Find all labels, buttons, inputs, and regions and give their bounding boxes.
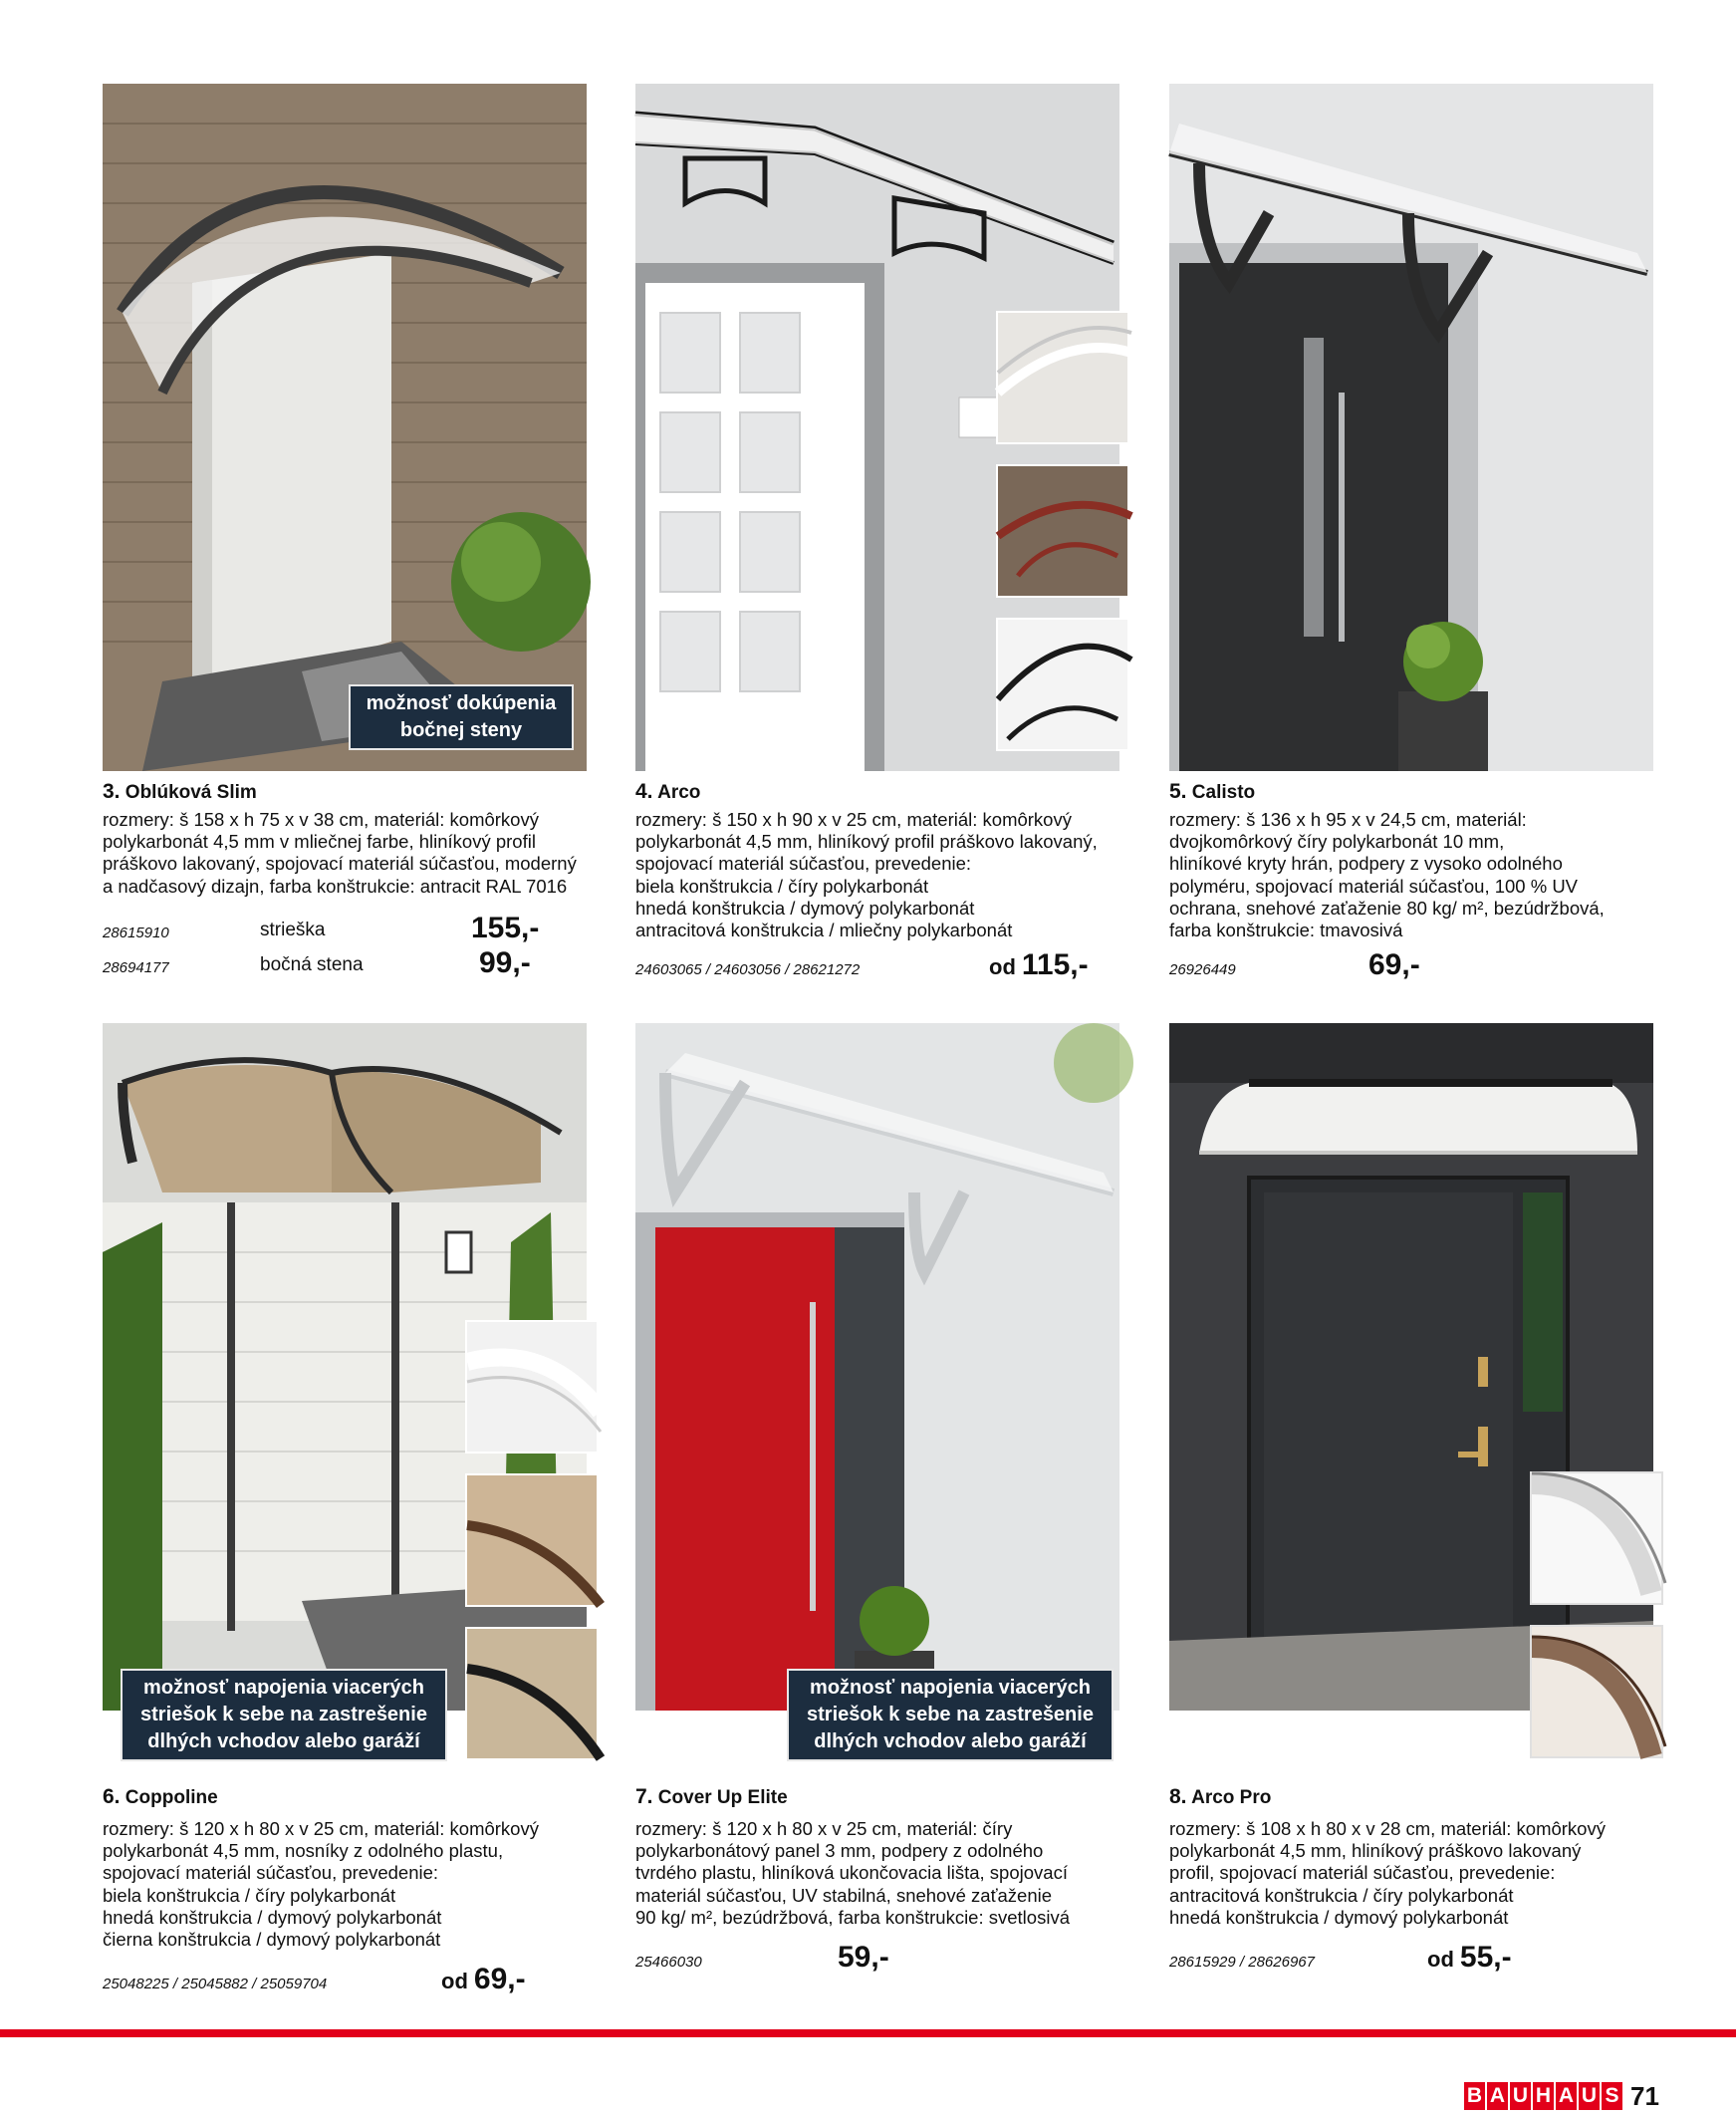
product-5-number: 5.	[1169, 780, 1187, 803]
product-7-row	[635, 1943, 1123, 1973]
product-5-price: 69,-	[1368, 948, 1420, 981]
product-6-price-value: 69,-	[473, 1963, 526, 1995]
product-3-code-1: 28615910	[103, 925, 169, 941]
product-5-code: 26926449	[1169, 961, 1236, 978]
product-4-title	[635, 780, 700, 804]
product-6-badge: možnosť napojenia viacerých striešok k sebe na zastrešenie dlhých vchodov alebo garáží	[121, 1669, 447, 1761]
product-6-price	[441, 1963, 526, 1996]
product-6-photo	[103, 1023, 587, 1752]
product-7-code: 25466030	[635, 1954, 702, 1971]
product-4-inset-brown	[996, 464, 1129, 598]
product-5-photo	[1169, 84, 1653, 771]
logo-letter: U	[1510, 2082, 1531, 2110]
logo-letter: U	[1579, 2082, 1600, 2110]
product-7-badge: možnosť napojenia viacerých striešok k sebe na zastrešenie dlhých vchodov alebo garáží	[787, 1669, 1114, 1761]
product-8-od: od	[1427, 1947, 1454, 1972]
product-3-price-1: 155,-	[471, 912, 540, 944]
product-3-row-2	[103, 948, 591, 978]
logo-letter: S	[1602, 2082, 1622, 2110]
product-4-inset-white	[996, 311, 1129, 444]
product-4-photo	[635, 84, 1119, 771]
product-6-description: rozmery: š 120 x h 80 x v 25 cm, materiál: komôrkový polykarbonát 4,5 mm, nosníky z odolného plastu, spojovací materiál súčasťou, prevedenie: biela konštrukcia / číry polykarbonát hnedá konštrukcia / dymový polykarbonát čierna konštrukcia / dymový polykarbonát	[103, 1818, 539, 1951]
product-4-name: Arco	[657, 782, 701, 803]
product-3-label-2: bočná stena	[260, 954, 364, 975]
product-7-photo	[635, 1023, 1119, 1752]
product-4-row	[635, 950, 1123, 980]
product-5-description: rozmery: š 136 x h 95 x v 24,5 cm, materiál: dvojkomôrkový číry polykarbonát 10 mm, hliníkové kryty hrán, podpery z vysoko odolného polyméru, spojovací materiál súčasťou, 100 % UV ochrana, snehové zaťaženie 80 kg/ m², bezúdržbová, farba konštrukcie: tmavosivá	[1169, 809, 1605, 941]
logo-letter: A	[1487, 2082, 1508, 2110]
product-7-price: 59,-	[838, 1941, 889, 1974]
product-8-description: rozmery: š 108 x h 80 x v 28 cm, materiál: komôrkový polykarbonát 4,5 mm, hliníkový práškovo lakovaný profil, spojovací materiál súčasťou, prevedenie: antracitová konštrukcia / číry polykarbonát hnedá konštrukcia / dymový polykarbonát	[1169, 1818, 1606, 1928]
product-4-od: od	[989, 954, 1016, 979]
product-3-photo	[103, 84, 587, 771]
product-3-number: 3.	[103, 780, 121, 803]
product-4-price	[989, 948, 1089, 982]
product-6-title	[103, 1785, 218, 1809]
product-6-inset-white	[465, 1320, 599, 1454]
product-8-number: 8.	[1169, 1785, 1187, 1808]
product-6-inset-brown	[465, 1473, 599, 1607]
product-3-row-1	[103, 914, 591, 943]
product-3-name: Oblúková Slim	[124, 782, 257, 803]
product-3-title	[103, 780, 257, 804]
product-6-code: 25048225 / 25045882 / 25059704	[103, 1976, 328, 1992]
bauhaus-logo	[1464, 2082, 1622, 2112]
product-8-code: 28615929 / 28626967	[1169, 1954, 1315, 1971]
product-8-title	[1169, 1785, 1271, 1809]
product-7-name: Cover Up Elite	[657, 1787, 788, 1808]
page-number: 71	[1630, 2081, 1659, 2111]
product-6-row	[103, 1965, 591, 1994]
product-6-number: 6.	[103, 1785, 121, 1808]
product-4-number: 4.	[635, 780, 653, 803]
product-6-inset-black	[465, 1627, 599, 1760]
product-6-name: Coppoline	[124, 1787, 218, 1808]
product-4-description: rozmery: š 150 x h 90 x v 25 cm, materiál: komôrkový polykarbonát 4,5 mm, hliníkový profil práškovo lakovaný, spojovací materiál súčasťou, prevedenie: biela konštrukcia / číry polykarbonát hnedá konštrukcia / dymový polykarbonát antracitová konštrukcia / mliečny polykarbonát	[635, 809, 1098, 941]
product-7-title	[635, 1785, 788, 1809]
product-3-code-2: 28694177	[103, 959, 169, 976]
product-8-price-value: 55,-	[1459, 1941, 1512, 1974]
product-4-price-value: 115,-	[1021, 948, 1089, 981]
product-8-inset-brown	[1530, 1625, 1663, 1758]
product-6-od: od	[441, 1969, 468, 1993]
product-4-inset-black	[996, 618, 1129, 751]
product-7-description: rozmery: š 120 x h 80 x v 25 cm, materiál: číry polykarbonátový panel 3 mm, podpery z odolného tvrdého plastu, hliníková ukončovacia lišta, spojovací materiál súčasťou, UV stabilná, snehové zaťaženie 90 kg/ m², bezúdržbová, farba konštrukcie: svetlosivá	[635, 1818, 1070, 1928]
product-3-label-1: strieška	[260, 920, 326, 940]
product-8-photo	[1169, 1023, 1653, 1711]
logo-letter: A	[1556, 2082, 1577, 2110]
product-3-badge: možnosť dokúpenia bočnej steny	[349, 684, 574, 750]
product-5-row	[1169, 950, 1657, 980]
product-5-title	[1169, 780, 1255, 804]
product-8-price	[1427, 1941, 1512, 1975]
product-3-price-2: 99,-	[479, 946, 531, 979]
product-4-code: 24603065 / 24603056 / 28621272	[635, 961, 861, 978]
product-8-name: Arco Pro	[1191, 1787, 1272, 1808]
footer-divider	[0, 2029, 1736, 2037]
logo-letter: H	[1533, 2082, 1554, 2110]
logo-letter: B	[1464, 2082, 1485, 2110]
product-3-description: rozmery: š 158 x h 75 x v 38 cm, materiál: komôrkový polykarbonát 4,5 mm v mliečnej farbe, hliníkový profil práškovo lakovaný, spojovací materiál súčasťou, moderný a nadčasový dizajn, farba konštrukcie: antracit RAL 7016	[103, 809, 577, 897]
product-5-name: Calisto	[1191, 782, 1256, 803]
product-7-number: 7.	[635, 1785, 653, 1808]
product-8-row	[1169, 1943, 1657, 1973]
product-8-inset-white	[1530, 1471, 1663, 1605]
